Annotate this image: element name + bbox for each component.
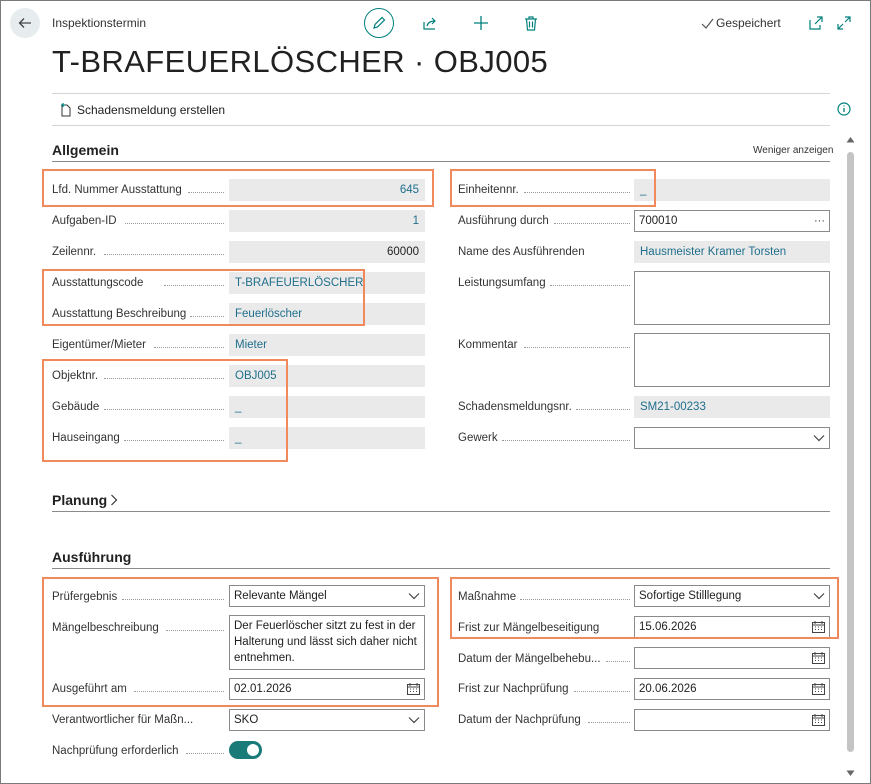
section-underline <box>52 161 830 162</box>
highlight-box <box>42 169 434 207</box>
field-ausstattung-beschreibung[interactable]: Feuerlöscher <box>229 303 425 325</box>
label-ausfuehrung-durch: Ausführung durch <box>458 215 549 227</box>
toggle-knob <box>247 744 259 756</box>
section-title-allgemein: Allgemein <box>52 142 119 158</box>
field-schadensmeldungsnr[interactable]: SM21-00233 <box>634 396 830 418</box>
date-frist-maengelbeseitigung-value: 15.06.2026 <box>639 621 697 633</box>
label-ausstattung-beschreibung: Ausstattung Beschreibung <box>52 308 187 320</box>
back-button[interactable] <box>10 8 40 38</box>
section-underline <box>52 511 830 512</box>
label-datum-maengelbehebung: Datum der Mängelbehebu... <box>458 653 601 665</box>
field-hauseingang[interactable]: _ <box>229 427 425 449</box>
lookup-more-button[interactable]: ··· <box>814 215 825 227</box>
create-damage-report-label: Schadensmeldung erstellen <box>77 103 226 117</box>
dot-leader <box>550 285 630 286</box>
dot-leader <box>186 753 224 754</box>
label-einheitennr: Einheitennr. <box>458 184 519 196</box>
open-new-window-button[interactable] <box>805 12 827 34</box>
label-schadensmeldungsnr: Schadensmeldungsnr. <box>458 401 572 413</box>
check-icon <box>701 18 714 29</box>
dot-leader <box>606 661 630 662</box>
label-pruefergebnis: Prüfergebnis <box>52 591 118 603</box>
label-ausstattungscode: Ausstattungscode <box>52 277 144 289</box>
select-gewerk[interactable] <box>634 427 830 449</box>
textarea-leistungsumfang[interactable] <box>634 271 830 325</box>
label-massnahme: Maßnahme <box>458 591 517 603</box>
label-frist-maengelbeseitigung: Frist zur Mängelbeseitigung <box>458 622 600 634</box>
dot-leader <box>576 409 630 410</box>
textarea-kommentar[interactable] <box>634 333 830 387</box>
label-leistungsumfang: Leistungsumfang <box>458 277 546 289</box>
label-objektnr: Objektnr. <box>52 370 99 382</box>
dot-leader <box>154 347 224 348</box>
date-datum-maengelbehebung[interactable] <box>634 647 830 669</box>
field-zeilennr[interactable]: 60000 <box>229 241 425 263</box>
section-title-ausfuehrung: Ausführung <box>52 549 132 565</box>
dot-leader <box>502 440 630 441</box>
highlight-box <box>42 359 288 462</box>
toggle-nachpruefung-erforderlich[interactable] <box>229 741 262 759</box>
date-frist-nachpruefung[interactable] <box>634 678 830 700</box>
calendar-icon[interactable] <box>812 683 825 695</box>
dot-leader <box>104 254 224 255</box>
select-verantwortlicher-value: SKO <box>234 714 259 726</box>
field-ausfuehrung-durch[interactable] <box>634 210 830 232</box>
edit-button[interactable] <box>364 8 394 38</box>
divider <box>52 125 830 126</box>
label-verantwortlicher: Verantwortlicher für Maßn... <box>52 714 194 726</box>
field-einheitennr[interactable]: _ <box>634 179 830 201</box>
highlight-box <box>42 577 439 707</box>
saved-label: Gespeichert <box>716 16 781 30</box>
select-verantwortlicher[interactable] <box>229 709 425 731</box>
saved-status <box>701 16 781 30</box>
highlight-box <box>450 169 656 207</box>
label-zeilennr: Zeilennr. <box>52 246 97 258</box>
label-gebaeude: Gebäude <box>52 401 100 413</box>
field-eigentuemer-mieter[interactable]: Mieter <box>229 334 425 356</box>
chevron-down-icon <box>813 434 825 442</box>
label-frist-nachpruefung: Frist zur Nachprüfung <box>458 683 569 695</box>
divider <box>52 93 830 94</box>
share-button[interactable] <box>419 12 441 34</box>
label-maengelbeschreibung: Mängelbeschreibung <box>52 622 159 634</box>
highlight-box <box>42 269 365 326</box>
highlight-box <box>450 577 839 639</box>
date-ausgefuehrt-am-value: 02.01.2026 <box>234 683 292 695</box>
textarea-maengelbeschreibung[interactable]: Der Feuerlöscher sitzt zu fest in der Halterung und lässt sich daher nicht entnehmen. <box>229 615 425 670</box>
expand-button[interactable] <box>833 12 855 34</box>
calendar-icon[interactable] <box>812 714 825 726</box>
label-aufgaben-id: Aufgaben-ID <box>52 215 117 227</box>
delete-button[interactable] <box>520 12 542 34</box>
field-aufgaben-id[interactable]: 1 <box>229 210 425 232</box>
label-gewerk: Gewerk <box>458 432 498 444</box>
dot-leader <box>574 691 630 692</box>
field-ausfuehrung-durch-value: 700010 <box>639 215 678 227</box>
label-nachpruefung-erforderlich: Nachprüfung erforderlich <box>52 745 179 757</box>
dot-leader <box>524 347 630 348</box>
field-ausstattungscode[interactable]: T-BRAFEUERLÖSCHER <box>229 272 425 294</box>
info-icon[interactable] <box>837 102 851 116</box>
field-gebaeude[interactable]: _ <box>229 396 425 418</box>
create-damage-report-action[interactable] <box>60 103 225 117</box>
label-datum-nachpruefung: Datum der Nachprüfung <box>458 714 581 726</box>
dot-leader <box>125 223 224 224</box>
section-planung-toggle[interactable] <box>52 492 118 508</box>
new-document-icon <box>60 103 72 117</box>
scrollbar-thumb[interactable] <box>847 152 854 752</box>
breadcrumb: Inspektionstermin <box>52 16 147 30</box>
label-name-ausfuehrender: Name des Ausführenden <box>458 246 585 258</box>
field-name-ausfuehrender[interactable]: Hausmeister Kramer Torsten <box>634 241 830 263</box>
section-underline <box>52 568 830 569</box>
trash-icon <box>524 16 538 31</box>
calendar-icon[interactable] <box>812 652 825 664</box>
field-objektnr[interactable]: OBJ005 <box>229 365 425 387</box>
label-kommentar: Kommentar <box>458 339 518 351</box>
share-icon <box>422 15 438 31</box>
label-lfd-nummer: Lfd. Nummer Ausstattung <box>52 184 182 196</box>
dot-leader <box>588 722 630 723</box>
arrow-left-icon <box>18 16 32 30</box>
expand-icon <box>837 16 851 30</box>
label-eigentuemer-mieter: Eigentümer/Mieter <box>52 339 146 351</box>
select-massnahme-value: Sofortige Stilllegung <box>639 590 742 602</box>
dot-leader <box>554 223 630 224</box>
scroll-down-arrow-icon[interactable] <box>846 770 855 777</box>
show-less-link[interactable]: Weniger anzeigen <box>753 145 834 156</box>
date-datum-nachpruefung[interactable] <box>634 709 830 731</box>
label-ausgefuehrt-am: Ausgeführt am <box>52 683 127 695</box>
section-title-planung: Planung <box>52 492 108 508</box>
field-lfd-nummer[interactable]: 645 <box>229 179 425 201</box>
chevron-right-icon <box>110 494 118 506</box>
new-button[interactable] <box>470 12 492 34</box>
chevron-down-icon <box>408 716 420 724</box>
pencil-icon <box>372 16 386 30</box>
page-title: T-BRAFEUERLÖSCHER · OBJ005 <box>52 44 549 79</box>
open-in-new-icon <box>809 16 823 30</box>
plus-icon <box>474 16 488 30</box>
select-pruefergebnis-value: Relevante Mängel <box>234 590 327 602</box>
scroll-up-arrow-icon[interactable] <box>846 136 855 143</box>
date-frist-nachpruefung-value: 20.06.2026 <box>639 683 697 695</box>
label-hauseingang: Hauseingang <box>52 432 120 444</box>
